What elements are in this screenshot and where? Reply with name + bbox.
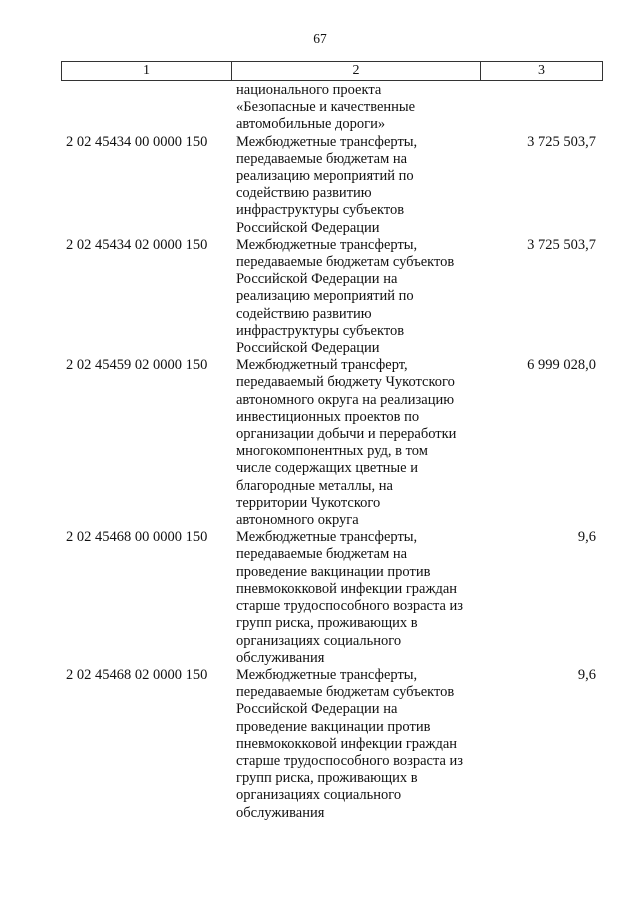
page-number: 67 [313, 31, 327, 46]
description-line: проведение вакцинации против [236, 563, 431, 580]
row-description [236, 357, 486, 529]
description-line: старше трудоспособного возраста из [236, 752, 464, 769]
description-line: старше трудоспособного возраста из [236, 598, 464, 615]
description-line: Российской Федерации на [236, 701, 398, 718]
description-line: реализацию мероприятий по [236, 288, 414, 305]
description-line: пневмококковой инфекции граждан [236, 735, 458, 752]
header-col-1: 1 [62, 62, 232, 80]
header-col-2: 2 [232, 62, 481, 80]
description-line: территории Чукотского [236, 494, 381, 511]
description-line: Межбюджетные трансферты, [236, 529, 418, 546]
description-line: Межбюджетные трансферты, [236, 666, 418, 683]
description-line: Российской Федерации [236, 340, 380, 357]
table-row [0, 667, 640, 822]
description-line: инфраструктуры субъектов [236, 322, 405, 339]
row-amount: 9,6 [577, 529, 596, 546]
description-line: автономного округа на реализацию [236, 391, 455, 408]
row-description [236, 667, 486, 822]
description-line: национального проекта [236, 82, 382, 98]
description-line: Межбюджетный трансферт, [236, 357, 408, 374]
description-line: Российской Федерации на [236, 271, 398, 288]
table-row [0, 237, 640, 357]
description-line: содействию развитию [236, 185, 372, 202]
row-code: 2 02 45468 02 0000 150 [66, 666, 208, 683]
description-line: инвестиционных проектов по [236, 408, 420, 425]
description-line: организации добычи и переработки [236, 426, 457, 443]
table-row [0, 357, 640, 529]
table-row [0, 82, 640, 134]
description-line: пневмококковой инфекции граждан [236, 580, 458, 597]
row-amount: 9,6 [577, 666, 596, 683]
description-line: автомобильные дороги» [236, 116, 386, 133]
header-col-3: 3 [538, 63, 545, 78]
row-description [236, 82, 486, 134]
description-line: автономного округа [236, 512, 359, 529]
description-line: Российской Федерации [236, 219, 380, 236]
table-header [61, 61, 603, 81]
row-code: 2 02 45459 02 0000 150 [66, 357, 208, 374]
description-line: передаваемые бюджетам на [236, 546, 408, 563]
description-line: числе содержащих цветные и [236, 460, 418, 477]
description-line: организациях социального [236, 787, 402, 804]
row-description [236, 237, 486, 357]
description-line: многокомпонентных руд, в том [236, 443, 428, 460]
table-row [0, 529, 640, 667]
description-line: передаваемые бюджетам на [236, 150, 408, 167]
description-line: передаваемые бюджетам субъектов [236, 254, 455, 271]
row-amount: 6 999 028,0 [527, 357, 596, 374]
row-amount: 3 725 503,7 [527, 133, 596, 150]
description-line: групп риска, проживающих в [236, 770, 418, 787]
description-line: передаваемый бюджету Чукотского [236, 374, 455, 391]
description-line: Межбюджетные трансферты, [236, 133, 418, 150]
description-line: групп риска, проживающих в [236, 615, 418, 632]
row-code: 2 02 45434 02 0000 150 [66, 236, 208, 253]
description-line: инфраструктуры субъектов [236, 202, 405, 219]
description-line: обслуживания [236, 649, 325, 666]
description-line: Межбюджетные трансферты, [236, 236, 418, 253]
description-line: обслуживания [236, 804, 325, 821]
description-line: проведение вакцинации против [236, 718, 431, 735]
row-code: 2 02 45468 00 0000 150 [66, 529, 208, 546]
row-description [236, 529, 486, 667]
description-line: организациях социального [236, 632, 402, 649]
table-row [0, 134, 640, 237]
row-description [236, 134, 486, 237]
table-body [0, 82, 640, 822]
description-line: содействию развитию [236, 305, 372, 322]
description-line: передаваемые бюджетам субъектов [236, 684, 455, 701]
description-line: реализацию мероприятий по [236, 168, 414, 185]
row-amount: 3 725 503,7 [527, 236, 596, 253]
description-line: благородные металлы, на [236, 477, 393, 494]
description-line: «Безопасные и качественные [236, 99, 416, 116]
row-code: 2 02 45434 00 0000 150 [66, 133, 208, 150]
